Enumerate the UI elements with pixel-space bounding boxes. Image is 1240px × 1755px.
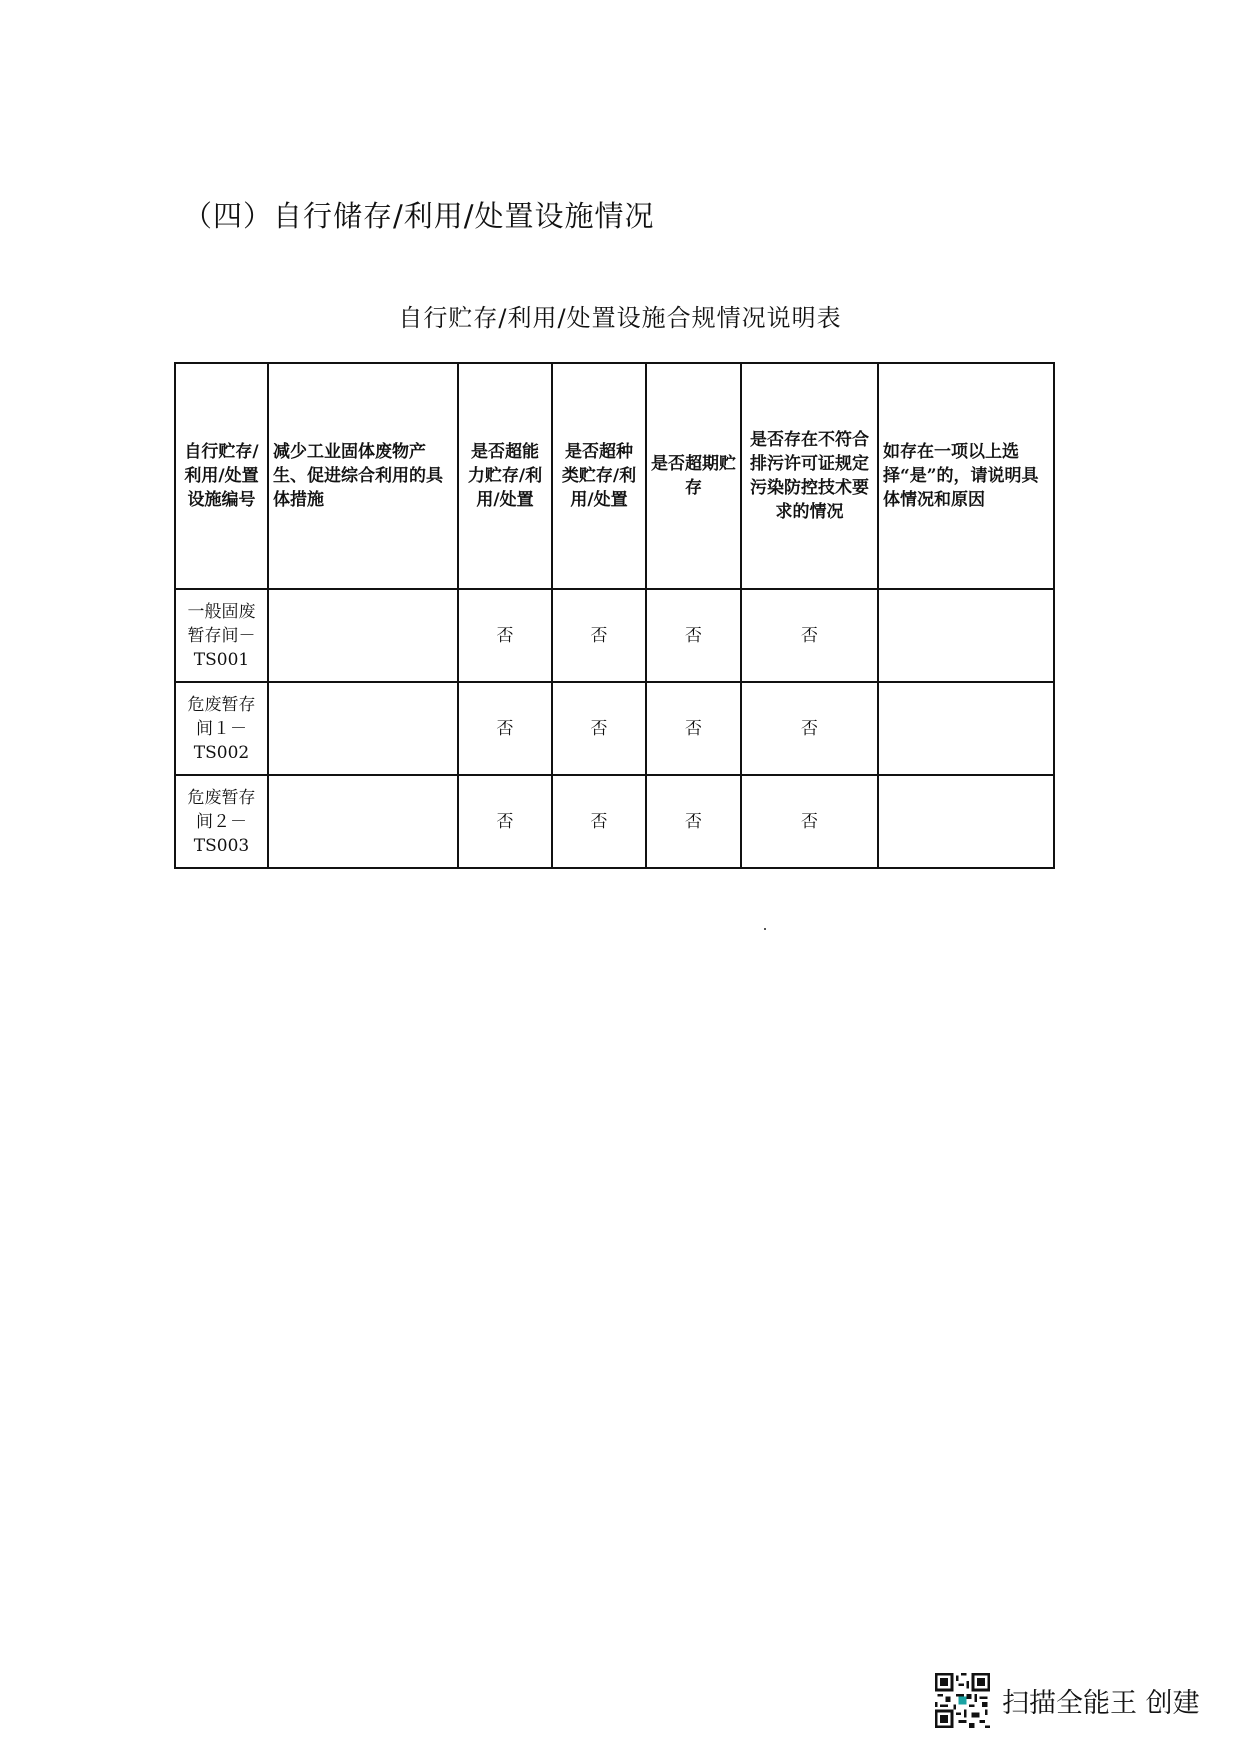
- cell-noncompliance: 否: [741, 589, 878, 682]
- header-over-capacity-label: 是否超能力贮存/利用/处置: [467, 442, 543, 510]
- cell-over-capacity: 否: [458, 682, 552, 775]
- table-row: [175, 589, 1054, 682]
- cell-over-capacity: 否: [458, 589, 552, 682]
- header-explanation-label: 如存在一项以上选择“是”的，请说明具体情况和原因: [883, 442, 1039, 510]
- cell-overdue: 否: [646, 775, 741, 868]
- scanner-watermark: [935, 1676, 1200, 1724]
- cell-over-capacity: 否: [458, 775, 552, 868]
- header-noncompliance-label: 是否存在不符合排污许可证规定污染防控技术要求的情况: [750, 430, 869, 522]
- header-reduction-measures: [268, 363, 458, 589]
- table-title: 自行贮存/利用/处置设施合规情况说明表: [398, 304, 842, 332]
- table-row: [175, 775, 1054, 868]
- header-noncompliance: [741, 363, 878, 589]
- header-explanation: [878, 363, 1054, 589]
- cell-explanation: [878, 682, 1054, 775]
- scan-speck: [764, 928, 766, 930]
- header-over-type: [552, 363, 646, 589]
- cell-facility-id: 危废暂存间２－TS003: [175, 775, 268, 868]
- cell-overdue: 否: [646, 682, 741, 775]
- cell-over-type: 否: [552, 589, 646, 682]
- header-facility-id-label: 自行贮存/利用/处置设施编号: [184, 442, 259, 510]
- cell-noncompliance: 否: [741, 775, 878, 868]
- cell-measures: [268, 682, 458, 775]
- section-title: （四）自行储存/利用/处置设施情况: [183, 199, 655, 233]
- cell-explanation: [878, 589, 1054, 682]
- header-over-type-label: 是否超种类贮存/利用/处置: [561, 442, 637, 510]
- cell-measures: [268, 589, 458, 682]
- table-row: [175, 682, 1054, 775]
- cell-noncompliance: 否: [741, 682, 878, 775]
- header-over-capacity: [458, 363, 552, 589]
- cell-measures: [268, 775, 458, 868]
- qr-code-icon: [935, 1673, 990, 1728]
- scanner-watermark-text: 扫描全能王 创建: [1002, 1687, 1200, 1719]
- cell-over-type: 否: [552, 682, 646, 775]
- header-facility-id: [175, 363, 268, 589]
- cell-facility-id: 危废暂存间１－TS002: [175, 682, 268, 775]
- cell-facility-id: 一般固废暂存间－TS001: [175, 589, 268, 682]
- cell-overdue: 否: [646, 589, 741, 682]
- table-header-row: [175, 363, 1054, 589]
- header-overdue-storage: [646, 363, 741, 589]
- cell-over-type: 否: [552, 775, 646, 868]
- header-reduction-measures-label: 减少工业固体废物产生、促进综合利用的具体措施: [273, 442, 443, 510]
- compliance-table: [174, 362, 1055, 869]
- cell-explanation: [878, 775, 1054, 868]
- header-overdue-storage-label: 是否超期贮存: [651, 454, 736, 498]
